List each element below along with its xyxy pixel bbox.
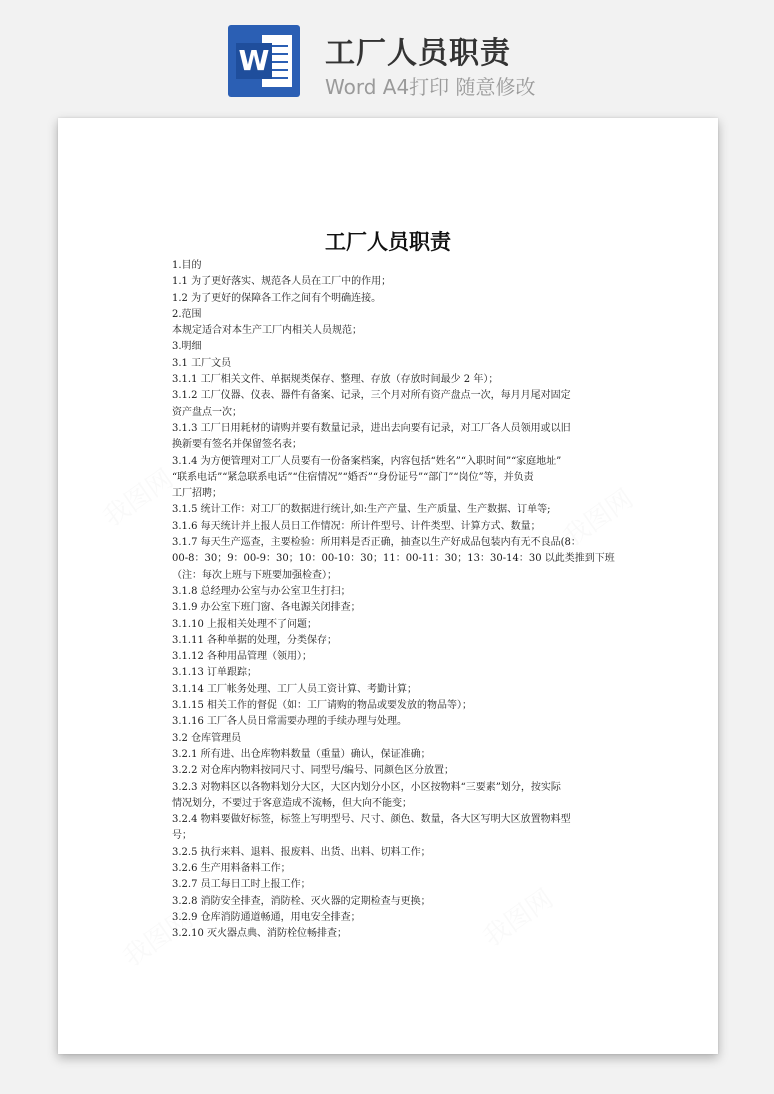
document-line: 换新要有签名并保留签名表； bbox=[172, 439, 302, 451]
document-line: 3.1.1 工厂相关文件、单据规类保存、整理、存放（存放时间最少 2 年）； bbox=[172, 374, 499, 386]
document-line: 3.2.4 物料要做好标签，标签上写明型号、尺寸、颜色、数量，各大区写明大区放置物料型 bbox=[172, 814, 571, 826]
document-line: 00-8：30；9：00-9：30；10：00-10：30；11：00-11：30；13：30-14：30 以此类推到下班 bbox=[172, 553, 615, 565]
document-line: 3.1.6 每天统计并上报人员日工作情况：所计件型号、计件类型、计算方式、数量； bbox=[172, 520, 541, 532]
document-line: 3.1 工厂文员 bbox=[172, 357, 232, 369]
watermark: 我图网 bbox=[117, 903, 199, 974]
document-line: 3.1.16 工厂各人员日常需要办理的手续办理与处理。 bbox=[172, 716, 407, 728]
document-line: 3.1.2 工厂仪器、仪表、器件有备案、记录，三个月对所有资产盘点一次，每月月尾对固定 bbox=[172, 390, 571, 402]
document-line: 3.1.9 办公室下班门窗、各电源关闭排查； bbox=[172, 602, 361, 614]
document-line: 3.2.5 执行来料、退料、报废料、出货、出料、切料工作； bbox=[172, 846, 431, 858]
document-line: 工厂招聘； bbox=[172, 488, 222, 500]
document-line: 本规定适合对本生产工厂内相关人员规范； bbox=[172, 325, 362, 337]
document-line: 1.2 为了更好的保障各工作之间有个明确连接。 bbox=[172, 292, 382, 304]
banner-subtitle: Word A4打印 随意修改 bbox=[325, 75, 536, 99]
watermark: 我图网 bbox=[97, 463, 179, 534]
document-page bbox=[58, 118, 718, 1054]
document-line: “联系电话”“紧急联系电话”“住宿情况”“婚否”“身份证号”“部门”“岗位”等，并负责 bbox=[172, 471, 534, 483]
document-line: 3.1.10 上报相关处理不了问题； bbox=[172, 618, 317, 630]
document-line: 3.2.8 消防安全排查，消防栓、灭火器的定期检查与更换； bbox=[172, 895, 431, 907]
document-line: 情况划分，不要过于客意造成不流畅，但大向不能变； bbox=[172, 797, 412, 809]
document-line: 号； bbox=[172, 830, 192, 842]
document-line: 3.1.15 相关工作的督促（如：工厂请购的物品或要发放的物品等）； bbox=[172, 700, 472, 712]
document-body bbox=[172, 258, 615, 942]
document-line: 3.2.6 生产用料备料工作； bbox=[172, 862, 291, 874]
document-line: 2.范围 bbox=[172, 308, 202, 320]
document-line: 3.1.12 各种用品管理（领用）； bbox=[172, 651, 312, 663]
document-line: 3.1.11 各种单据的处理，分类保存； bbox=[172, 634, 337, 646]
document-title: 工厂人员职责 bbox=[325, 229, 451, 254]
document-line: 3.1.14 工厂帐务处理、工厂人员工资计算、考勤计算； bbox=[172, 683, 417, 695]
document-line: 1.1 为了更好落实、规范各人员在工厂中的作用； bbox=[172, 276, 392, 288]
document-line: 3.1.3 工厂日用耗材的请购并要有数量记录，进出去向要有记录，对工厂各人员领用或以旧 bbox=[172, 422, 571, 434]
document-line: （注：每次上班与下班要加强检查）； bbox=[172, 569, 337, 581]
document-line: 3.2.9 仓库消防通道畅通，用电安全排查； bbox=[172, 911, 361, 923]
banner-title: 工厂人员职责 bbox=[325, 36, 511, 71]
watermark: 我图网 bbox=[477, 883, 559, 954]
document-line: 3.1.13 订单跟踪； bbox=[172, 667, 257, 679]
header-banner bbox=[0, 0, 774, 112]
word-letter-plate: W bbox=[236, 43, 272, 79]
document-line: 3.2.10 灭火器点典、消防栓位畅排查； bbox=[172, 928, 347, 940]
document-line: 3.2.3 对物料区以各物料划分大区，大区内划分小区，小区按物料“三要素”划分，按实际 bbox=[172, 781, 561, 793]
document-line: 3.1.4 为方便管理对工厂人员要有一份备案档案，内容包括“姓名”“入职时间”“家庭地址” bbox=[172, 455, 562, 467]
document-line: 3.1.8 总经理办公室与办公室卫生打扫； bbox=[172, 585, 351, 597]
document-line: 3.1.7 每天生产巡查，主要检验：所用料是否正确，抽查以生产好成品包装内有无不良品(8： bbox=[172, 537, 581, 549]
word-document-icon bbox=[228, 25, 300, 97]
document-line: 3.1.5 统计工作：对工厂的数据进行统计,如:生产产量、生产质量、生产数据、订单等; bbox=[172, 504, 551, 516]
document-line: 3.2.7 员工每日工时上报工作； bbox=[172, 879, 311, 891]
document-line: 资产盘点一次； bbox=[172, 406, 242, 418]
document-line: 3.2 仓库管理员 bbox=[172, 732, 242, 744]
document-line: 1.目的 bbox=[172, 260, 202, 271]
watermark: 我图网 bbox=[557, 483, 639, 554]
document-line: 3.2.1 所有进、出仓库物料数量（重量）确认，保证准确； bbox=[172, 748, 431, 760]
document-line: 3.2.2 对仓库内物料按同尺寸、同型号/编号、同颜色区分放置； bbox=[172, 765, 454, 777]
document-line: 3.明细 bbox=[172, 341, 202, 353]
